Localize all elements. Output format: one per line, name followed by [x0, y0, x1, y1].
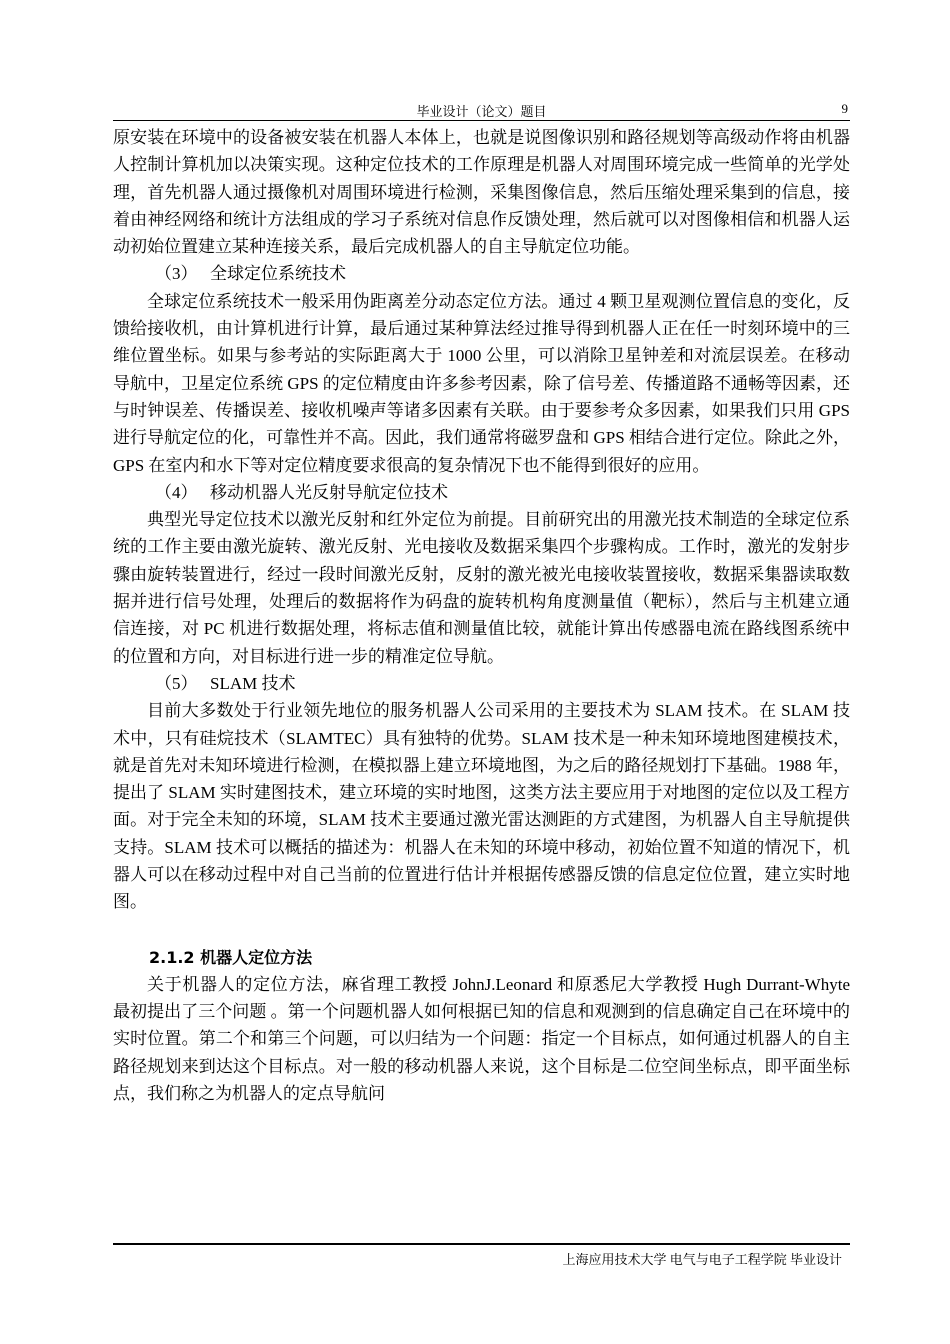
page-body [113, 124, 850, 1107]
subheading-4 [113, 479, 850, 506]
subheading-title: 全球定位系统技术 [210, 264, 346, 284]
paragraph-gps: 全球定位系统技术一般采用伪距离差分动态定位方法。通过 4 颗卫星观测位置信息的变化，反馈给接收机，由计算机进行计算，最后通过某种算法经过推导得到机器人正在任一时刻环境中的三维位置坐标。如果与参考站的实际距离大于 1000 公里，可以消除卫星钟差和对流层误差。在移动导航中，卫星定位系统 GPS 的定位精度由许多参考因素，除了信号差、传播道路不通畅等因素，还与时钟误差、传播误差、接收机噪声等诸多因素有关联。由于要参考众多因素，如果我们只用 GPS 进行导航定位的化，可靠性并不高。因此，我们通常将磁罗盘和 GPS 相结合进行定位。除此之外，GPS 在室内和水下等对定位精度要求很高的复杂情况下也不能得到很好的应用。 [113, 291, 850, 475]
paragraph-slam: 目前大多数处于行业领先地位的服务机器人公司采用的主要技术为 SLAM 技术。在 SLAM 技术中，只有硅烷技术（SLAMTEC）具有独特的优势。SLAM 技术是一种未知环境地图建模技术，就是首先对未知环境进行检测，在模拟器上建立环境地图，为之后的路径规划打下基础。1988 年，提出了 SLAM 实时建图技术，建立环境的实时地图，这类方法主要应用于对地图的定位以及工程方面。对于完全未知的环境，SLAM 技术主要通过激光雷达测距的方式建图，为机器人自主导航提供支持。SLAM 技术可以概括的描述为：机器人在未知的环境中移动，初始位置不知道的情况下，机器人可以在移动过程中对自己当前的位置进行估计并根据传感器反馈的信息定位位置，建立实时地图。 [113, 701, 850, 912]
page-header [113, 98, 850, 121]
subheading-title: SLAM 技术 [210, 673, 296, 693]
page-number: 9 [841, 101, 848, 116]
paragraph-optical: 典型光导定位技术以激光反射和红外定位为前提。目前研究出的用激光技术制造的全球定位系统的工作主要由激光旋转、激光反射、光电接收及数据采集四个步骤构成。工作时，激光的发射步骤由旋转装置进行，经过一段时间激光反射，反射的激光被光电接收装置接收，数据采集器读取数据并进行信号处理，处理后的数据将作为码盘的旋转机构角度测量值（靶标），然后与主机建立通信连接，对 PC 机进行数据处理，将标志值和测量值比较，就能计算出传感器电流在路线图系统中的位置和方向，对目标进行进一步的精准定位导航。 [113, 510, 850, 666]
subheading-5 [113, 670, 850, 697]
header-title: 毕业设计（论文）题目 [416, 104, 547, 119]
paragraph-intro: 原安装在环境中的设备被安装在机器人本体上，也就是说图像识别和路径规划等高级动作将由机器人控制计算机加以决策实现。这种定位技术的工作原理是机器人对周围环境完成一些简单的光学处理，首先机器人通过摄像机对周围环境进行检测，采集图像信息，然后压缩处理采集到的信息，接着由神经网络和统计方法组成的学习子系统对信息作反馈处理，然后就可以对图像相信和机器人运动初始位置建立某种连接关系，最后完成机器人的自主导航定位功能。 [113, 128, 850, 257]
subheading-number: （5） [155, 673, 198, 693]
subheading-3 [113, 260, 850, 287]
footer-text: 上海应用技术大学 电气与电子工程学院 毕业设计 [562, 1252, 842, 1267]
section-heading: 2.1.2 机器人定位方法 [149, 947, 313, 967]
subheading-number: （3） [155, 264, 198, 284]
page-footer [113, 1243, 850, 1269]
paragraph-method: 关于机器人的定位方法，麻省理工教授 JohnJ.Leonard 和原悉尼大学教授 Hugh Durrant-Whyte 最初提出了三个问题 。第一个问题机器人如何根据已知的信息和观测到的信息确定自己在环境中的实时位置。第二个和第三个问题，可以归结为一个问题：指定一个目标点，如何通过机器人的自主路径规划来到达这个目标点。对一般的移动机器人来说，这个目标是二位空间坐标点，即平面坐标点，我们称之为机器人的定点导航问 [113, 974, 850, 1103]
subheading-number: （4） [155, 482, 198, 502]
subheading-title: 移动机器人光反射导航定位技术 [210, 482, 448, 502]
